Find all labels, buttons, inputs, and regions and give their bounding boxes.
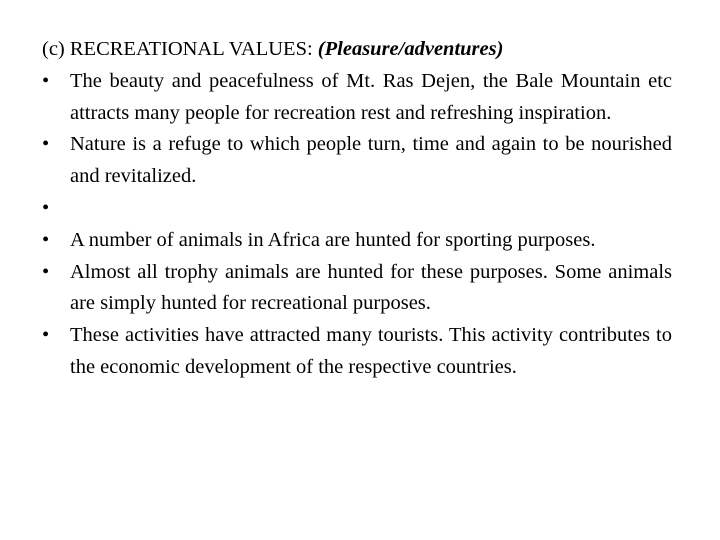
bullet-icon: •: [42, 324, 50, 347]
heading-subtitle: (Pleasure/adventures): [317, 38, 504, 60]
bullet-text: The beauty and peacefulness of Mt. Ras Dejen, the Bale Mountain etc attracts many people for recreation rest and refreshing inspiration.: [70, 69, 672, 124]
slide-content: [42, 34, 672, 384]
bullet-icon: •: [42, 228, 50, 251]
bullet-item: [42, 225, 672, 257]
bullet-item: [42, 320, 672, 384]
bullet-text: Almost all trophy animals are hunted for these purposes. Some animals are simply hunted for recreational purposes.: [70, 260, 672, 315]
bullet-text: Nature is a refuge to which people turn, time and again to be nourished and revitalized.: [70, 133, 672, 188]
bullet-item: [42, 66, 672, 130]
heading-label: (c) RECREATIONAL VALUES:: [42, 38, 313, 60]
slide-heading: [42, 34, 672, 66]
bullet-icon: •: [42, 260, 50, 283]
bullet-text: These activities have attracted many tourists. This activity contributes to the economic development of the respective countries.: [70, 324, 672, 378]
bullet-list: [42, 66, 672, 384]
bullet-icon: •: [42, 196, 50, 219]
bullet-item: [42, 257, 672, 321]
bullet-item: [42, 129, 672, 193]
bullet-text: A number of animals in Africa are hunted for sporting purposes.: [70, 228, 596, 251]
bullet-icon: •: [42, 133, 50, 156]
bullet-icon: •: [42, 69, 50, 92]
bullet-item-empty: [42, 193, 672, 225]
